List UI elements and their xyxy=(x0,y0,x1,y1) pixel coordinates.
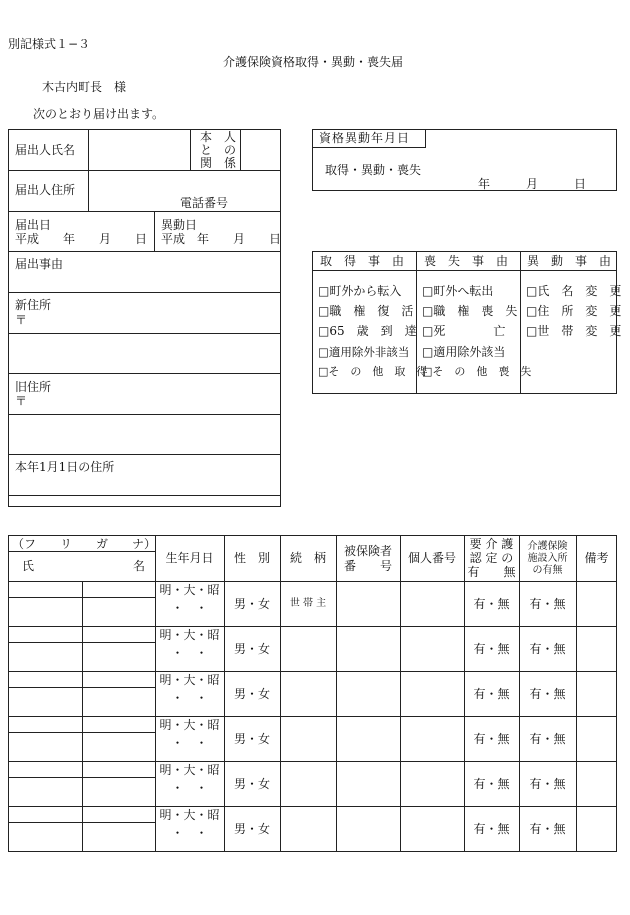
birth-era[interactable]: 明・大・昭 xyxy=(159,808,220,822)
relation-label-2: と の xyxy=(200,143,237,157)
new-address-postal-mark: 〒 xyxy=(15,313,28,327)
relation-label-3: 関 係 xyxy=(200,156,237,170)
change-date-box-date[interactable]: 年 月 日 xyxy=(478,177,587,191)
applicant-address-label: 届出人住所 xyxy=(15,183,76,197)
loss-option[interactable]: □死 亡 xyxy=(422,324,506,338)
facility-option[interactable]: 有・無 xyxy=(529,642,566,656)
name-header-left: 氏 xyxy=(22,559,35,573)
birth-date-dots[interactable]: ・ ・ xyxy=(171,781,208,795)
my-number-header: 個人番号 xyxy=(407,551,456,565)
birth-date-dots[interactable]: ・ ・ xyxy=(171,691,208,705)
birth-header: 生年月日 xyxy=(165,551,214,565)
furigana-header: （フ リ ガ ナ） xyxy=(12,537,157,551)
jan1-address-label: 本年1月1日の住所 xyxy=(15,460,115,474)
change-date-field[interactable]: 平成 年 月 日 xyxy=(161,232,282,246)
acquisition-option[interactable]: □町外から転入 xyxy=(318,284,402,298)
care-cert-option[interactable]: 有・無 xyxy=(473,777,510,791)
addressee: 木古内町長 様 xyxy=(42,80,127,94)
reason-label: 届出事由 xyxy=(15,257,64,271)
birth-era[interactable]: 明・大・昭 xyxy=(159,718,220,732)
old-address-postal-mark: 〒 xyxy=(15,394,28,408)
loss-option[interactable]: □適用除外該当 xyxy=(422,345,506,359)
sex-option[interactable]: 男・女 xyxy=(233,732,270,746)
facility-header-2: 施設入所 xyxy=(527,553,568,564)
birth-era[interactable]: 明・大・昭 xyxy=(159,763,220,777)
filing-date-field[interactable]: 平成 年 月 日 xyxy=(15,232,148,246)
care-cert-header-1: 要 介 護 xyxy=(469,537,514,551)
acquisition-option[interactable]: □65 歳 到 達 xyxy=(318,324,417,338)
change-date-label: 異動日 xyxy=(161,218,198,232)
change-type-options[interactable]: 取得・異動・喪失 xyxy=(325,163,422,177)
care-cert-option[interactable]: 有・無 xyxy=(473,642,510,656)
form-number: 別記様式１−３ xyxy=(8,37,91,51)
care-cert-header-2: 認 定 の xyxy=(469,551,514,565)
change-option[interactable]: □住 所 変 更 xyxy=(526,304,622,318)
sex-option[interactable]: 男・女 xyxy=(233,822,270,836)
loss-header: 喪 失 事 由 xyxy=(424,254,509,268)
change-option[interactable]: □世 帯 変 更 xyxy=(526,324,622,338)
relation-label-1: 本 人 xyxy=(200,130,237,144)
care-cert-option[interactable]: 有・無 xyxy=(473,732,510,746)
acquisition-option[interactable]: □職 権 復 活 xyxy=(318,304,414,318)
new-address-label: 新住所 xyxy=(15,298,52,312)
page-title: 介護保険資格取得・異動・喪失届 xyxy=(223,55,404,69)
relation-field[interactable] xyxy=(241,130,280,169)
birth-era[interactable]: 明・大・昭 xyxy=(159,583,220,597)
birth-date-dots[interactable]: ・ ・ xyxy=(171,826,208,840)
loss-option[interactable]: □町外へ転出 xyxy=(422,284,494,298)
care-cert-option[interactable]: 有・無 xyxy=(473,822,510,836)
jan1-address-field[interactable] xyxy=(9,496,280,506)
change-option[interactable]: □氏 名 変 更 xyxy=(526,284,622,298)
care-cert-option[interactable]: 有・無 xyxy=(473,687,510,701)
birth-era[interactable]: 明・大・昭 xyxy=(159,628,220,642)
old-address-label: 旧住所 xyxy=(15,380,52,394)
applicant-name-field[interactable] xyxy=(89,130,189,169)
acquisition-option[interactable]: □適用除外非該当 xyxy=(318,345,410,359)
name-header-right: 名 xyxy=(133,559,146,573)
sex-option[interactable]: 男・女 xyxy=(233,642,270,656)
birth-date-dots[interactable]: ・ ・ xyxy=(171,601,208,615)
change-header: 異 動 事 由 xyxy=(527,254,612,268)
applicant-name-label: 届出人氏名 xyxy=(15,143,76,157)
facility-header-3: の有無 xyxy=(532,565,563,576)
phone-label: 電話番号 xyxy=(180,196,229,210)
sex-option[interactable]: 男・女 xyxy=(233,687,270,701)
birth-date-dots[interactable]: ・ ・ xyxy=(171,646,208,660)
remarks-header: 備考 xyxy=(584,551,609,565)
insured-number-header-2: 番 号 xyxy=(343,559,392,573)
intro-text: 次のとおり届け出ます。 xyxy=(33,107,165,121)
facility-option[interactable]: 有・無 xyxy=(529,777,566,791)
sex-header: 性 別 xyxy=(233,551,270,565)
new-address-field[interactable] xyxy=(9,334,280,372)
acquisition-option[interactable]: □そ の 他 取 得 xyxy=(318,365,428,378)
change-date-box-header: 資格異動年月日 xyxy=(319,131,411,145)
sex-option[interactable]: 男・女 xyxy=(233,777,270,791)
facility-option[interactable]: 有・無 xyxy=(529,822,566,836)
loss-option[interactable]: □職 権 喪 失 xyxy=(422,304,518,318)
facility-option[interactable]: 有・無 xyxy=(529,687,566,701)
birth-date-dots[interactable]: ・ ・ xyxy=(171,736,208,750)
acquisition-header: 取 得 事 由 xyxy=(320,254,405,268)
filing-date-label: 届出日 xyxy=(15,218,52,232)
care-cert-option[interactable]: 有・無 xyxy=(473,597,510,611)
loss-option[interactable]: □そ の 他 喪 失 xyxy=(422,365,532,378)
relation-header: 続 柄 xyxy=(289,551,326,565)
facility-header-1: 介護保険 xyxy=(527,541,568,552)
sex-option[interactable]: 男・女 xyxy=(233,597,270,611)
facility-option[interactable]: 有・無 xyxy=(529,732,566,746)
care-cert-header-3: 有 無 xyxy=(467,565,516,579)
old-address-field[interactable] xyxy=(9,415,280,453)
birth-era[interactable]: 明・大・昭 xyxy=(159,673,220,687)
relation-value[interactable]: 世 帯 主 xyxy=(289,598,327,609)
insured-number-header-1: 被保険者 xyxy=(343,544,392,558)
facility-option[interactable]: 有・無 xyxy=(529,597,566,611)
